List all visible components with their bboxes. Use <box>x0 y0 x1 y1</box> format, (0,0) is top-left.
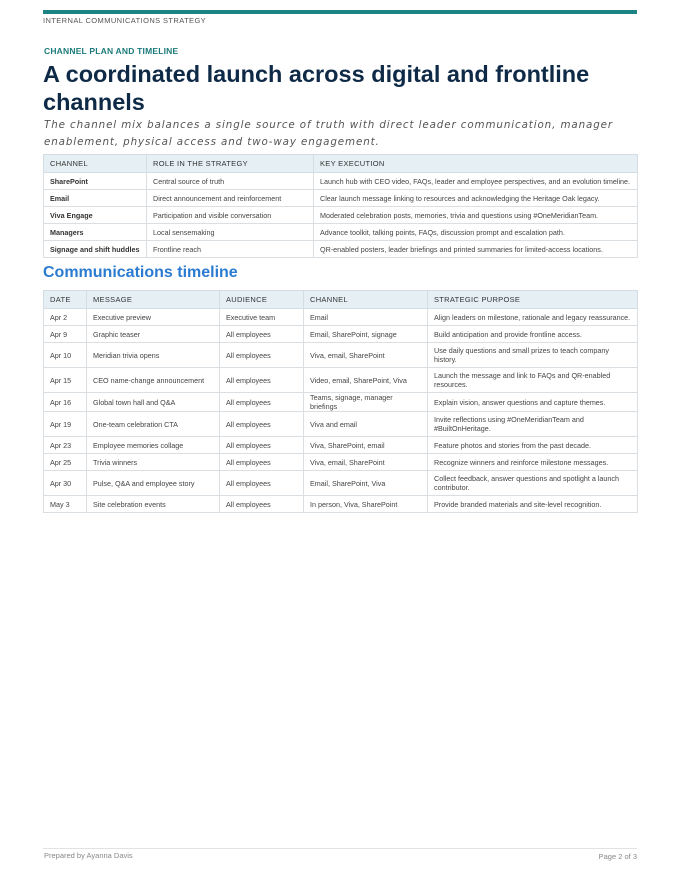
header-accent-rule <box>43 10 637 14</box>
table-row <box>44 437 638 454</box>
column-header: DATE <box>44 291 87 309</box>
table-cell: Invite reflections using #OneMeridianTeam and #BuiltOnHeritage. <box>428 412 638 437</box>
table-cell: Executive team <box>220 309 304 326</box>
table-cell: Signage and shift huddles <box>44 241 147 258</box>
table-cell: Frontline reach <box>147 241 314 258</box>
table-cell: Executive preview <box>87 309 220 326</box>
table-cell: Email <box>44 190 147 207</box>
table-cell: All employees <box>220 437 304 454</box>
table-cell: Email, SharePoint, signage <box>304 326 428 343</box>
table-cell: All employees <box>220 343 304 368</box>
table-cell: All employees <box>220 393 304 412</box>
table-cell: One-team celebration CTA <box>87 412 220 437</box>
table-cell: Viva, email, SharePoint <box>304 454 428 471</box>
table-cell: All employees <box>220 496 304 513</box>
table-cell: Apr 16 <box>44 393 87 412</box>
footer-prepared-by: Prepared by Ayanna Davis <box>44 851 133 860</box>
table-cell: Pulse, Q&A and employee story <box>87 471 220 496</box>
column-header: STRATEGIC PURPOSE <box>428 291 638 309</box>
table-cell: Feature photos and stories from the past decade. <box>428 437 638 454</box>
table-row <box>44 309 638 326</box>
table-cell: Global town hall and Q&A <box>87 393 220 412</box>
column-header: KEY EXECUTION <box>314 155 638 173</box>
table-row <box>44 190 638 207</box>
column-header: ROLE IN THE STRATEGY <box>147 155 314 173</box>
table-cell: Align leaders on milestone, rationale and legacy reassurance. <box>428 309 638 326</box>
table-cell: QR-enabled posters, leader briefings and printed summaries for limited-access locations. <box>314 241 638 258</box>
table-cell: Video, email, SharePoint, Viva <box>304 368 428 393</box>
table-cell: In person, Viva, SharePoint <box>304 496 428 513</box>
table-cell: Advance toolkit, talking points, FAQs, discussion prompt and escalation path. <box>314 224 638 241</box>
timeline-table <box>43 290 638 513</box>
section-eyebrow: CHANNEL PLAN AND TIMELINE <box>44 46 179 56</box>
table-cell: Trivia winners <box>87 454 220 471</box>
table-row <box>44 326 638 343</box>
table-cell: Apr 23 <box>44 437 87 454</box>
table-cell: Direct announcement and reinforcement <box>147 190 314 207</box>
table-cell: All employees <box>220 368 304 393</box>
table-cell: CEO name-change announcement <box>87 368 220 393</box>
table-cell: Viva and email <box>304 412 428 437</box>
table-cell: Participation and visible conversation <box>147 207 314 224</box>
table-cell: Explain vision, answer questions and capture themes. <box>428 393 638 412</box>
table-cell: Provide branded materials and site-level recognition. <box>428 496 638 513</box>
table-cell: Apr 25 <box>44 454 87 471</box>
column-header: MESSAGE <box>87 291 220 309</box>
table-cell: Apr 9 <box>44 326 87 343</box>
table-cell: Meridian trivia opens <box>87 343 220 368</box>
table-cell: Apr 30 <box>44 471 87 496</box>
table-cell: Viva, SharePoint, email <box>304 437 428 454</box>
channel-table-header-row <box>44 155 638 173</box>
table-row <box>44 241 638 258</box>
table-cell: Apr 10 <box>44 343 87 368</box>
table-cell: Viva, email, SharePoint <box>304 343 428 368</box>
column-header: CHANNEL <box>304 291 428 309</box>
table-cell: Teams, signage, manager briefings <box>304 393 428 412</box>
table-cell: All employees <box>220 412 304 437</box>
table-cell: All employees <box>220 471 304 496</box>
table-cell: Email <box>304 309 428 326</box>
table-cell: Moderated celebration posts, memories, trivia and questions using #OneMeridianTeam. <box>314 207 638 224</box>
timeline-header-row <box>44 291 638 309</box>
timeline-heading: Communications timeline <box>43 264 238 281</box>
table-cell: SharePoint <box>44 173 147 190</box>
table-row <box>44 454 638 471</box>
table-cell: Apr 2 <box>44 309 87 326</box>
table-cell: Launch the message and link to FAQs and QR-enabled resources. <box>428 368 638 393</box>
page-subtitle: The channel mix balances a single source of truth with direct leader communication, manager enablement, physical access and two-way engagement. <box>44 119 614 148</box>
column-header: CHANNEL <box>44 155 147 173</box>
table-cell: Collect feedback, answer questions and spotlight a launch contributor. <box>428 471 638 496</box>
table-row <box>44 412 638 437</box>
table-row <box>44 471 638 496</box>
table-cell: All employees <box>220 326 304 343</box>
table-cell: Email, SharePoint, Viva <box>304 471 428 496</box>
table-cell: Graphic teaser <box>87 326 220 343</box>
running-header: INTERNAL COMMUNICATIONS STRATEGY <box>43 16 207 25</box>
table-cell: Site celebration events <box>87 496 220 513</box>
footer-page-number: Page 2 of 3 <box>598 852 637 861</box>
table-row <box>44 343 638 368</box>
column-header: AUDIENCE <box>220 291 304 309</box>
table-row <box>44 173 638 190</box>
table-row <box>44 224 638 241</box>
table-cell: Apr 15 <box>44 368 87 393</box>
table-row <box>44 207 638 224</box>
table-cell: Viva Engage <box>44 207 147 224</box>
table-cell: Recognize winners and reinforce milestone messages. <box>428 454 638 471</box>
table-cell: Launch hub with CEO video, FAQs, leader and employee perspectives, and an evolution timeline. <box>314 173 638 190</box>
table-row <box>44 496 638 513</box>
table-cell: All employees <box>220 454 304 471</box>
table-cell: Managers <box>44 224 147 241</box>
table-cell: May 3 <box>44 496 87 513</box>
page-title: A coordinated launch across digital and frontline channels <box>43 61 590 115</box>
table-cell: Use daily questions and small prizes to teach company history. <box>428 343 638 368</box>
table-row <box>44 393 638 412</box>
table-row <box>44 368 638 393</box>
table-cell: Build anticipation and provide frontline access. <box>428 326 638 343</box>
table-cell: Central source of truth <box>147 173 314 190</box>
table-cell: Apr 19 <box>44 412 87 437</box>
table-cell: Employee memories collage <box>87 437 220 454</box>
table-cell: Local sensemaking <box>147 224 314 241</box>
channel-table <box>43 154 638 258</box>
footer-divider <box>43 848 637 849</box>
table-cell: Clear launch message linking to resources and acknowledging the Heritage Oak legacy. <box>314 190 638 207</box>
